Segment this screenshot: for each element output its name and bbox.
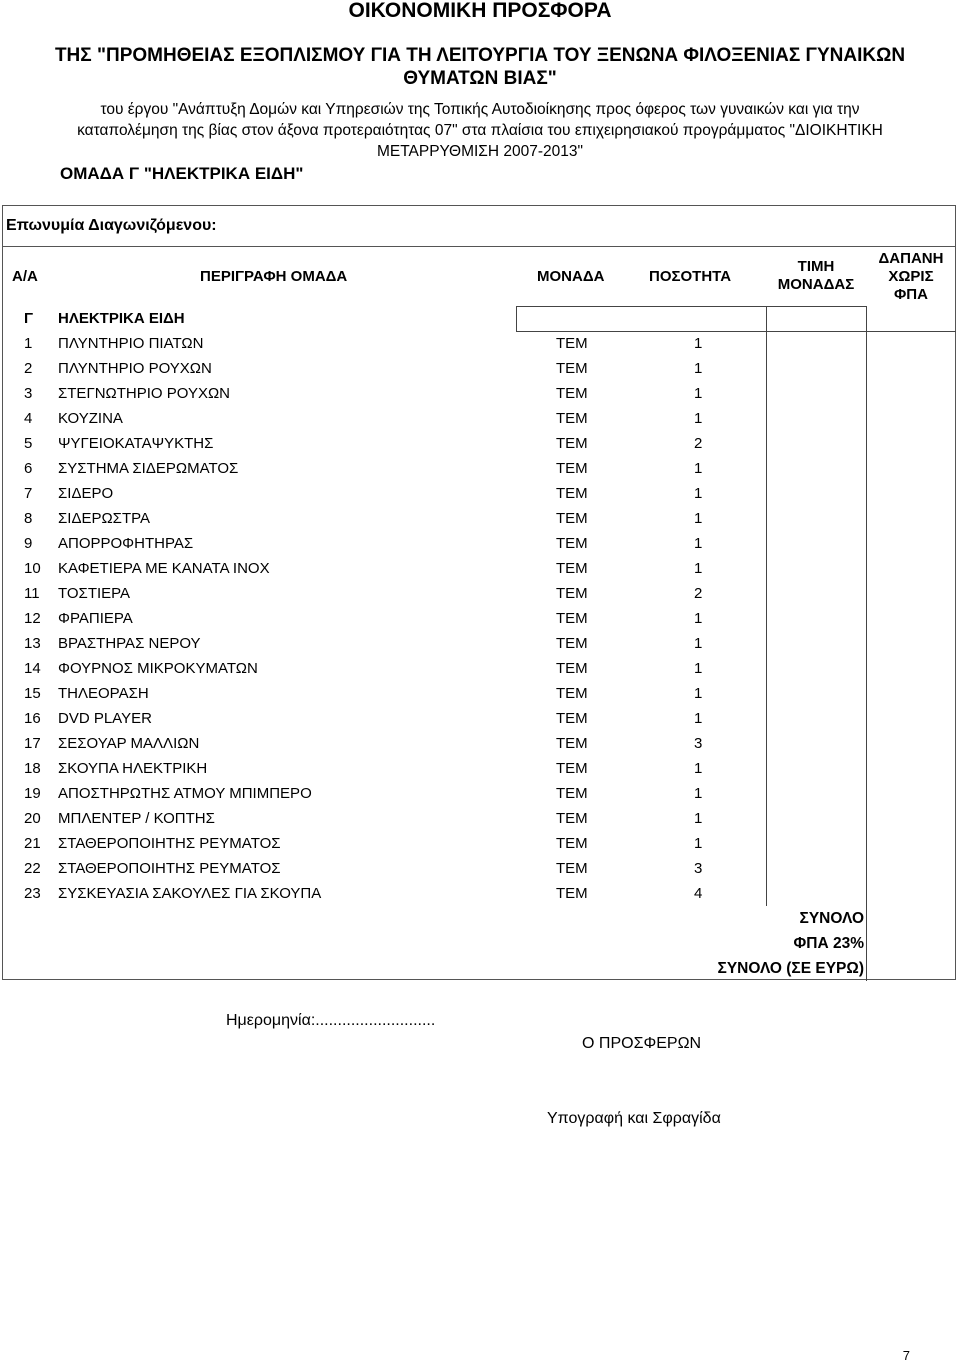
item-number: 22	[24, 860, 41, 877]
header-unit-price	[766, 258, 866, 294]
bidder-signoff: Ο ΠΡΟΣΦΕΡΩΝ	[582, 1035, 702, 1052]
divider	[766, 306, 767, 906]
item-quantity: 1	[694, 335, 703, 352]
item-unit: ΤΕΜ	[556, 660, 588, 677]
header-cost-excl-vat	[866, 250, 956, 304]
header-description: ΠΕΡΙΓΡΑΦΗ ΟΜΑΔΑ	[200, 268, 348, 285]
item-number: 20	[24, 810, 41, 827]
header-cost-line-2: ΧΩΡΙΣ	[888, 268, 934, 285]
item-description: DVD PLAYER	[58, 710, 152, 727]
item-description: ΣΤΑΘΕΡΟΠΟΙΗΤΗΣ ΡΕΥΜΑΤΟΣ	[58, 835, 281, 852]
item-quantity: 3	[694, 860, 703, 877]
item-unit: ΤΕΜ	[556, 835, 588, 852]
header-unit-price-line-2: ΜΟΝΑΔΑΣ	[777, 276, 855, 293]
total-eur-label: ΣΥΝΟΛΟ (ΣΕ ΕΥΡΩ)	[717, 960, 864, 977]
item-unit: ΤΕΜ	[556, 510, 588, 527]
item-description: ΚΑΦΕΤΙΕΡΑ ΜΕ ΚΑΝΑΤΑ ΙΝΟΧ	[58, 560, 270, 577]
item-description: ΜΠΛΕΝΤΕΡ / ΚΟΠΤΗΣ	[58, 810, 215, 827]
item-unit: ΤΕΜ	[556, 385, 588, 402]
item-quantity: 1	[694, 810, 703, 827]
item-unit: ΤΕΜ	[556, 710, 588, 727]
item-quantity: 2	[694, 435, 703, 452]
item-quantity: 1	[694, 610, 703, 627]
group-label: ΗΛΕΚΤΡΙΚΑ ΕΙΔΗ	[58, 310, 185, 327]
item-description: ΦΡΑΠΙΕΡΑ	[58, 610, 133, 627]
item-description: ΣΤΑΘΕΡΟΠΟΙΗΤΗΣ ΡΕΥΜΑΤΟΣ	[58, 860, 281, 877]
divider	[866, 306, 867, 981]
item-unit: ΤΕΜ	[556, 860, 588, 877]
item-number: 14	[24, 660, 41, 677]
item-description: ΣΥΣΤΗΜΑ ΣΙΔΕΡΩΜΑΤΟΣ	[58, 460, 239, 477]
project-title-line-2: ΘΥΜΑΤΩΝ ΒΙΑΣ"	[403, 68, 557, 89]
item-description: ΣΙΔΕΡΩΣΤΡΑ	[58, 510, 151, 527]
header-unit: ΜΟΝΑΔΑ	[537, 268, 605, 285]
context-line-3: ΜΕΤΑΡΡΥΘΜΙΣΗ 2007-2013"	[376, 143, 584, 160]
item-quantity: 1	[694, 535, 703, 552]
item-quantity: 1	[694, 635, 703, 652]
item-number: 3	[24, 385, 33, 402]
item-description: ΨΥΓΕΙΟΚΑΤΑΨΥΚΤΗΣ	[58, 435, 214, 452]
item-unit: ΤΕΜ	[556, 610, 588, 627]
item-description: ΣΚΟΥΠΑ ΗΛΕΚΤΡΙΚΗ	[58, 760, 208, 777]
item-unit: ΤΕΜ	[556, 885, 588, 902]
item-description: ΑΠΟΡΡΟΦΗΤΗΡΑΣ	[58, 535, 194, 552]
item-number: 11	[24, 585, 40, 602]
item-quantity: 1	[694, 510, 703, 527]
item-quantity: 1	[694, 760, 703, 777]
item-number: 17	[24, 735, 41, 752]
bidder-name-label: Επωνυμία Διαγωνιζόμενου:	[6, 217, 217, 234]
item-description: ΤΟΣΤΙΕΡΑ	[58, 585, 131, 602]
item-number: 7	[24, 485, 33, 502]
item-number: 10	[24, 560, 41, 577]
item-number: 16	[24, 710, 41, 727]
item-quantity: 1	[694, 385, 703, 402]
item-unit: ΤΕΜ	[556, 635, 588, 652]
item-number: 5	[24, 435, 33, 452]
item-quantity: 3	[694, 735, 703, 752]
item-unit: ΤΕΜ	[556, 810, 588, 827]
item-number: 1	[24, 335, 33, 352]
header-cost-line-3: ΦΠΑ	[894, 286, 928, 303]
item-number: 21	[24, 835, 41, 852]
item-unit: ΤΕΜ	[556, 335, 588, 352]
item-unit: ΤΕΜ	[556, 685, 588, 702]
item-number: 23	[24, 885, 41, 902]
item-number: 4	[24, 410, 33, 427]
group-code: Γ	[24, 310, 34, 327]
date-field: Ημερομηνία:...........................	[226, 1012, 436, 1029]
item-quantity: 1	[694, 485, 703, 502]
item-quantity: 1	[694, 710, 703, 727]
item-quantity: 4	[694, 885, 703, 902]
item-number: 8	[24, 510, 33, 527]
divider	[516, 306, 517, 332]
item-number: 13	[24, 635, 41, 652]
item-description: ΣΤΕΓΝΩΤΗΡΙΟ ΡΟΥΧΩΝ	[58, 385, 230, 402]
item-number: 15	[24, 685, 41, 702]
item-unit: ΤΕΜ	[556, 760, 588, 777]
item-description: ΣΕΣΟΥΑΡ ΜΑΛΛΙΩΝ	[58, 735, 200, 752]
project-title-line-1: ΤΗΣ "ΠΡΟΜΗΘΕΙΑΣ ΕΞΟΠΛΙΣΜΟΥ ΓΙΑ ΤΗ ΛΕΙΤΟΥΡΓΙΑ ΤΟΥ ΞΕΝΩΝΑ ΦΙΛΟΞΕΝΙΑΣ ΓΥΝΑΙΚΩΝ	[54, 45, 906, 66]
item-unit: ΤΕΜ	[556, 560, 588, 577]
item-description: ΦΟΥΡΝΟΣ ΜΙΚΡΟΚΥΜΑΤΩΝ	[58, 660, 258, 677]
divider	[516, 306, 866, 307]
signature-stamp-label: Υπογραφή και Σφραγίδα	[547, 1110, 721, 1127]
item-description: ΤΗΛΕΟΡΑΣΗ	[58, 685, 149, 702]
item-quantity: 1	[694, 685, 703, 702]
item-quantity: 1	[694, 660, 703, 677]
item-quantity: 1	[694, 560, 703, 577]
page-number: 7	[902, 1348, 910, 1363]
item-quantity: 2	[694, 585, 703, 602]
document-title: ΟΙΚΟΝΟΜΙΚΗ ΠΡΟΣΦΟΡΑ	[348, 0, 612, 22]
item-quantity: 1	[694, 360, 703, 377]
item-description: ΣΙΔΕΡΟ	[58, 485, 114, 502]
item-unit: ΤΕΜ	[556, 785, 588, 802]
header-unit-price-line-1: ΤΙΜΗ	[797, 258, 835, 275]
divider	[866, 331, 956, 332]
item-quantity: 1	[694, 460, 703, 477]
item-number: 19	[24, 785, 41, 802]
item-description: ΒΡΑΣΤΗΡΑΣ ΝΕΡΟΥ	[58, 635, 201, 652]
item-number: 6	[24, 460, 33, 477]
vat-label: ΦΠΑ 23%	[793, 935, 864, 952]
header-cost-line-1: ΔΑΠΑΝΗ	[878, 250, 944, 267]
total-sum-label: ΣΥΝΟΛΟ	[799, 910, 864, 927]
item-unit: ΤΕΜ	[556, 460, 588, 477]
item-description: ΑΠΟΣΤΗΡΩΤΗΣ ΑΤΜΟΥ ΜΠΙΜΠΕΡΟ	[58, 785, 312, 802]
item-number: 9	[24, 535, 33, 552]
item-unit: ΤΕΜ	[556, 360, 588, 377]
item-description: ΚΟΥΖΙΝΑ	[58, 410, 123, 427]
item-number: 12	[24, 610, 41, 627]
context-line-2: καταπολέμηση της βίας στον άξονα προτεραιότητας 07" στα πλαίσια του επιχειρησιακού προγράμματος "ΔΙΟΙΚΗΤΙΚΗ	[77, 122, 883, 139]
item-description: ΣΥΣΚΕΥΑΣΙΑ ΣΑΚΟΥΛΕΣ ΓΙΑ ΣΚΟΥΠΑ	[58, 885, 322, 902]
item-number: 2	[24, 360, 33, 377]
item-unit: ΤΕΜ	[556, 735, 588, 752]
item-unit: ΤΕΜ	[556, 535, 588, 552]
item-unit: ΤΕΜ	[556, 435, 588, 452]
item-quantity: 1	[694, 410, 703, 427]
item-description: ΠΛΥΝΤΗΡΙΟ ΡΟΥΧΩΝ	[58, 360, 212, 377]
item-quantity: 1	[694, 835, 703, 852]
item-unit: ΤΕΜ	[556, 410, 588, 427]
item-description: ΠΛΥΝΤΗΡΙΟ ΠΙΑΤΩΝ	[58, 335, 204, 352]
item-unit: ΤΕΜ	[556, 585, 588, 602]
item-unit: ΤΕΜ	[556, 485, 588, 502]
context-line-1: του έργου "Ανάπτυξη Δομών και Υπηρεσιών της Τοπικής Αυτοδιοίκησης προς όφερος των γυναικών και για την	[100, 101, 860, 118]
header-aa: Α/Α	[12, 268, 38, 285]
item-quantity: 1	[694, 785, 703, 802]
item-number: 18	[24, 760, 41, 777]
group-title: ΟΜΑΔΑ Γ "ΗΛΕΚΤΡΙΚΑ ΕΙΔΗ"	[60, 164, 304, 183]
header-quantity: ΠΟΣΟΤΗΤΑ	[649, 268, 732, 285]
